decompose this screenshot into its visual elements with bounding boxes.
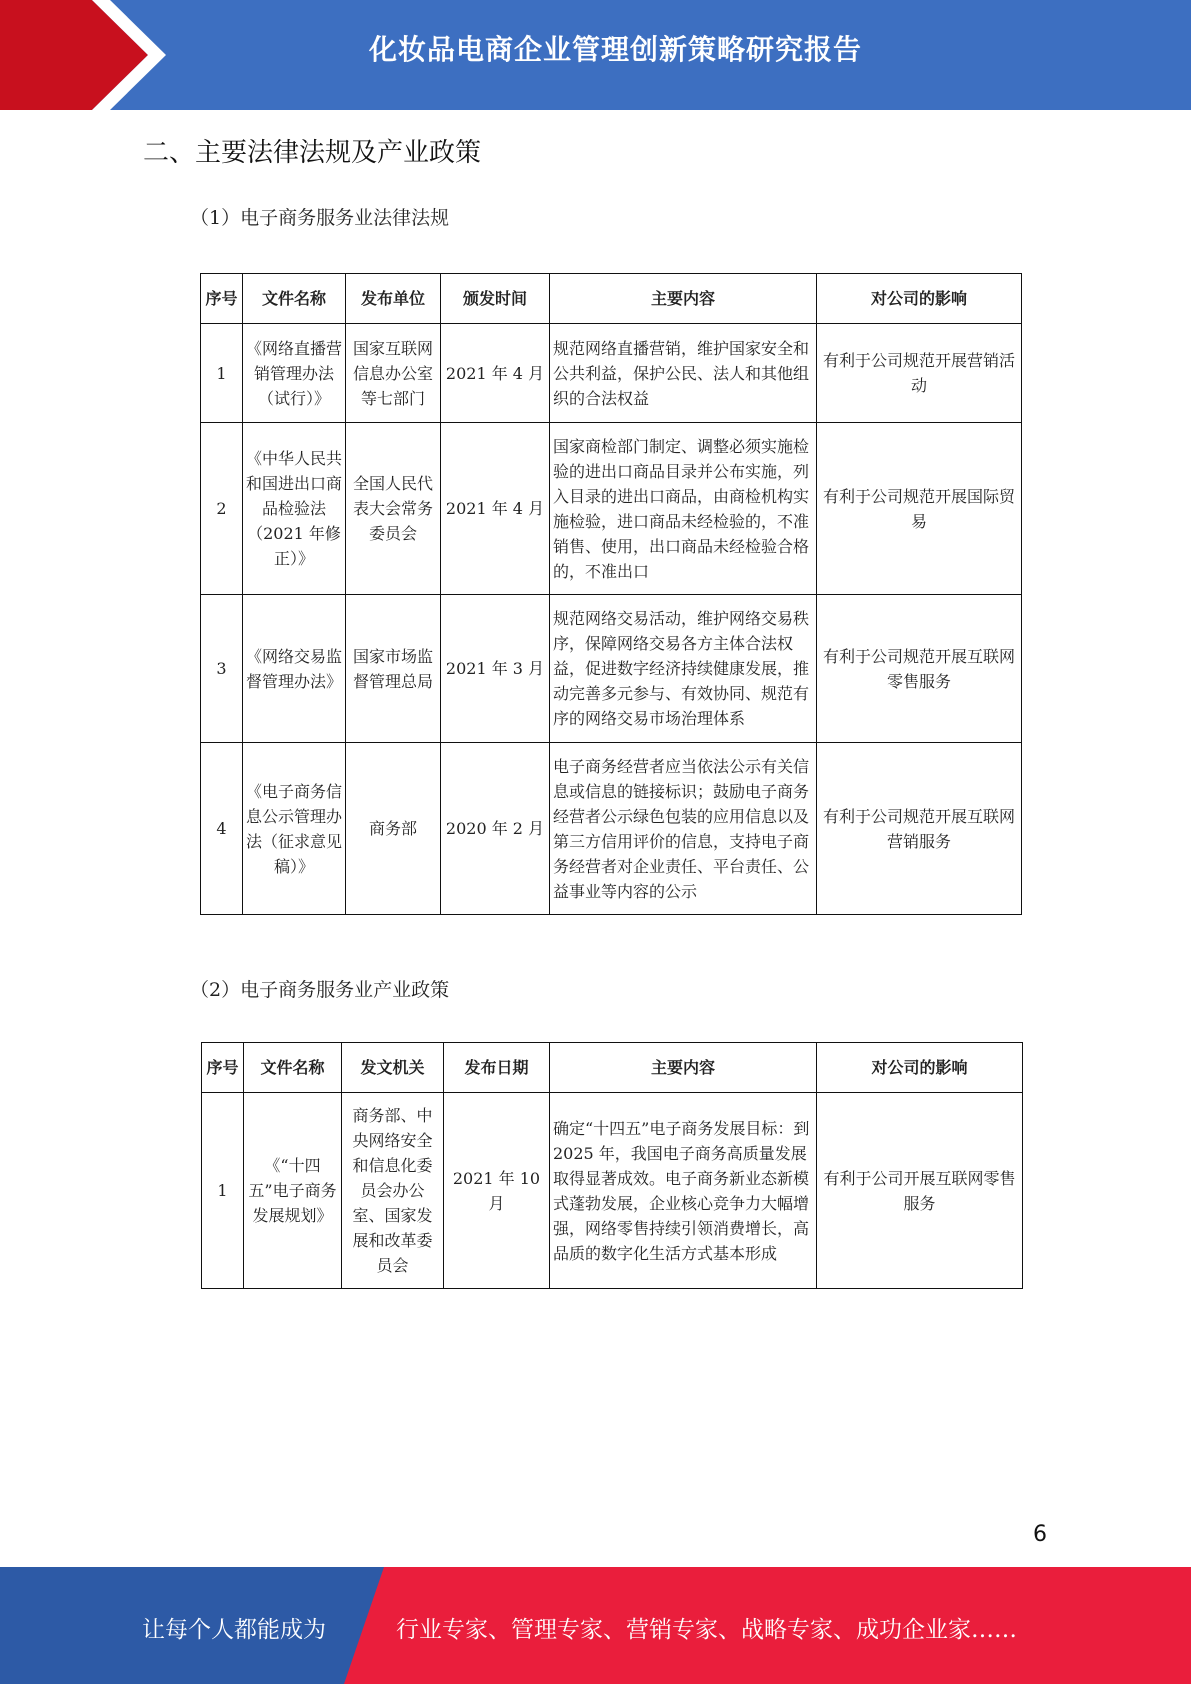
- page-number: 6: [1033, 1522, 1047, 1547]
- main-content: 电子商务经营者应当依法公示有关信息或信息的链接标识；鼓励电子商务经营者公示绿色包装的应用信息以及第三方信用评价的信息，支持电子商务经营者对企业责任、平台责任、公益事业等内容的公示: [550, 743, 817, 915]
- document-name: 《网络交易监督管理办法》: [243, 595, 346, 743]
- issuer: 全国人民代表大会常务委员会: [346, 423, 441, 595]
- row-index: 3: [201, 595, 243, 743]
- document-name: 《电子商务信息公示管理办法（征求意见稿）》: [243, 743, 346, 915]
- row-index: 4: [201, 743, 243, 915]
- header-cell: 主要内容: [550, 1043, 817, 1093]
- company-impact: 有利于公司开展互联网零售服务: [817, 1093, 1023, 1289]
- issuer: 商务部: [346, 743, 441, 915]
- main-content: 确定“十四五”电子商务发展目标：到 2025 年，我国电子商务高质量发展取得显著成效。电子商务新业态新模式蓬勃发展，企业核心竞争力大幅增强，网络零售持续引领消费增长，高品质的数字化生活方式基本形成: [550, 1093, 817, 1289]
- table1-caption: （1）电子商务服务业法律法规: [190, 207, 450, 229]
- document-name: 《“十四五”电子商务发展规划》: [244, 1093, 342, 1289]
- company-impact: 有利于公司规范开展互联网营销服务: [817, 743, 1022, 915]
- main-content: 国家商检部门制定、调整必须实施检验的进出口商品目录并公布实施，列入目录的进出口商品，由商检机构实施检验，进口商品未经检验的，不准销售、使用，出口商品未经检验合格的，不准出口: [550, 423, 817, 595]
- policies-table: [201, 1042, 1023, 1289]
- header-cell: 发布单位: [346, 274, 441, 324]
- issuer: 商务部、中央网络安全和信息化委员会办公室、国家发展和改革委员会: [342, 1093, 444, 1289]
- header-cell: 颁发时间: [441, 274, 550, 324]
- main-content: 规范网络直播营销，维护国家安全和公共利益，保护公民、法人和其他组织的合法权益: [550, 324, 817, 423]
- issue-date: 2021 年 4 月: [441, 324, 550, 423]
- table-header-row: [202, 1043, 1023, 1093]
- header-cell: 序号: [202, 1043, 244, 1093]
- company-impact: 有利于公司规范开展国际贸易: [817, 423, 1022, 595]
- row-index: 1: [201, 324, 243, 423]
- main-content: 规范网络交易活动，维护网络交易秩序，保障网络交易各方主体合法权益，促进数字经济持续健康发展，推动完善多元参与、有效协同、规范有序的网络交易市场治理体系: [550, 595, 817, 743]
- document-name: 《网络直播营销管理办法（试行）》: [243, 324, 346, 423]
- issuer: 国家市场监督管理总局: [346, 595, 441, 743]
- laws-table: [200, 273, 1022, 915]
- row-index: 1: [202, 1093, 244, 1289]
- row-index: 2: [201, 423, 243, 595]
- table2-caption: （2）电子商务服务业产业政策: [190, 979, 450, 1001]
- footer-slogan-right: 行业专家、管理专家、营销专家、战略专家、成功企业家……: [396, 1617, 1017, 1643]
- header-cell: 对公司的影响: [817, 274, 1022, 324]
- issue-date: 2021 年 4 月: [441, 423, 550, 595]
- header-cell: 主要内容: [550, 274, 817, 324]
- table-row: [201, 743, 1022, 915]
- header-cell: 发文机关: [342, 1043, 444, 1093]
- table-row: [201, 595, 1022, 743]
- header-cell: 对公司的影响: [817, 1043, 1023, 1093]
- issuer: 国家互联网信息办公室等七部门: [346, 324, 441, 423]
- report-title: 化妆品电商企业管理创新策略研究报告: [368, 33, 862, 66]
- issue-date: 2021 年 10 月: [444, 1093, 550, 1289]
- table-row: [201, 423, 1022, 595]
- issue-date: 2020 年 2 月: [441, 743, 550, 915]
- table-header-row: [201, 274, 1022, 324]
- document-name: 《中华人民共和国进出口商品检验法（2021 年修正）》: [243, 423, 346, 595]
- header-cell: 发布日期: [444, 1043, 550, 1093]
- header-cell: 文件名称: [244, 1043, 342, 1093]
- company-impact: 有利于公司规范开展营销活动: [817, 324, 1022, 423]
- header-cell: 序号: [201, 274, 243, 324]
- header-cell: 文件名称: [243, 274, 346, 324]
- table-row: [201, 324, 1022, 423]
- company-impact: 有利于公司规范开展互联网零售服务: [817, 595, 1022, 743]
- issue-date: 2021 年 3 月: [441, 595, 550, 743]
- section-title: 二、主要法律法规及产业政策: [143, 138, 482, 168]
- footer-slogan-left: 让每个人都能成为: [142, 1617, 326, 1643]
- table-row: [202, 1093, 1023, 1289]
